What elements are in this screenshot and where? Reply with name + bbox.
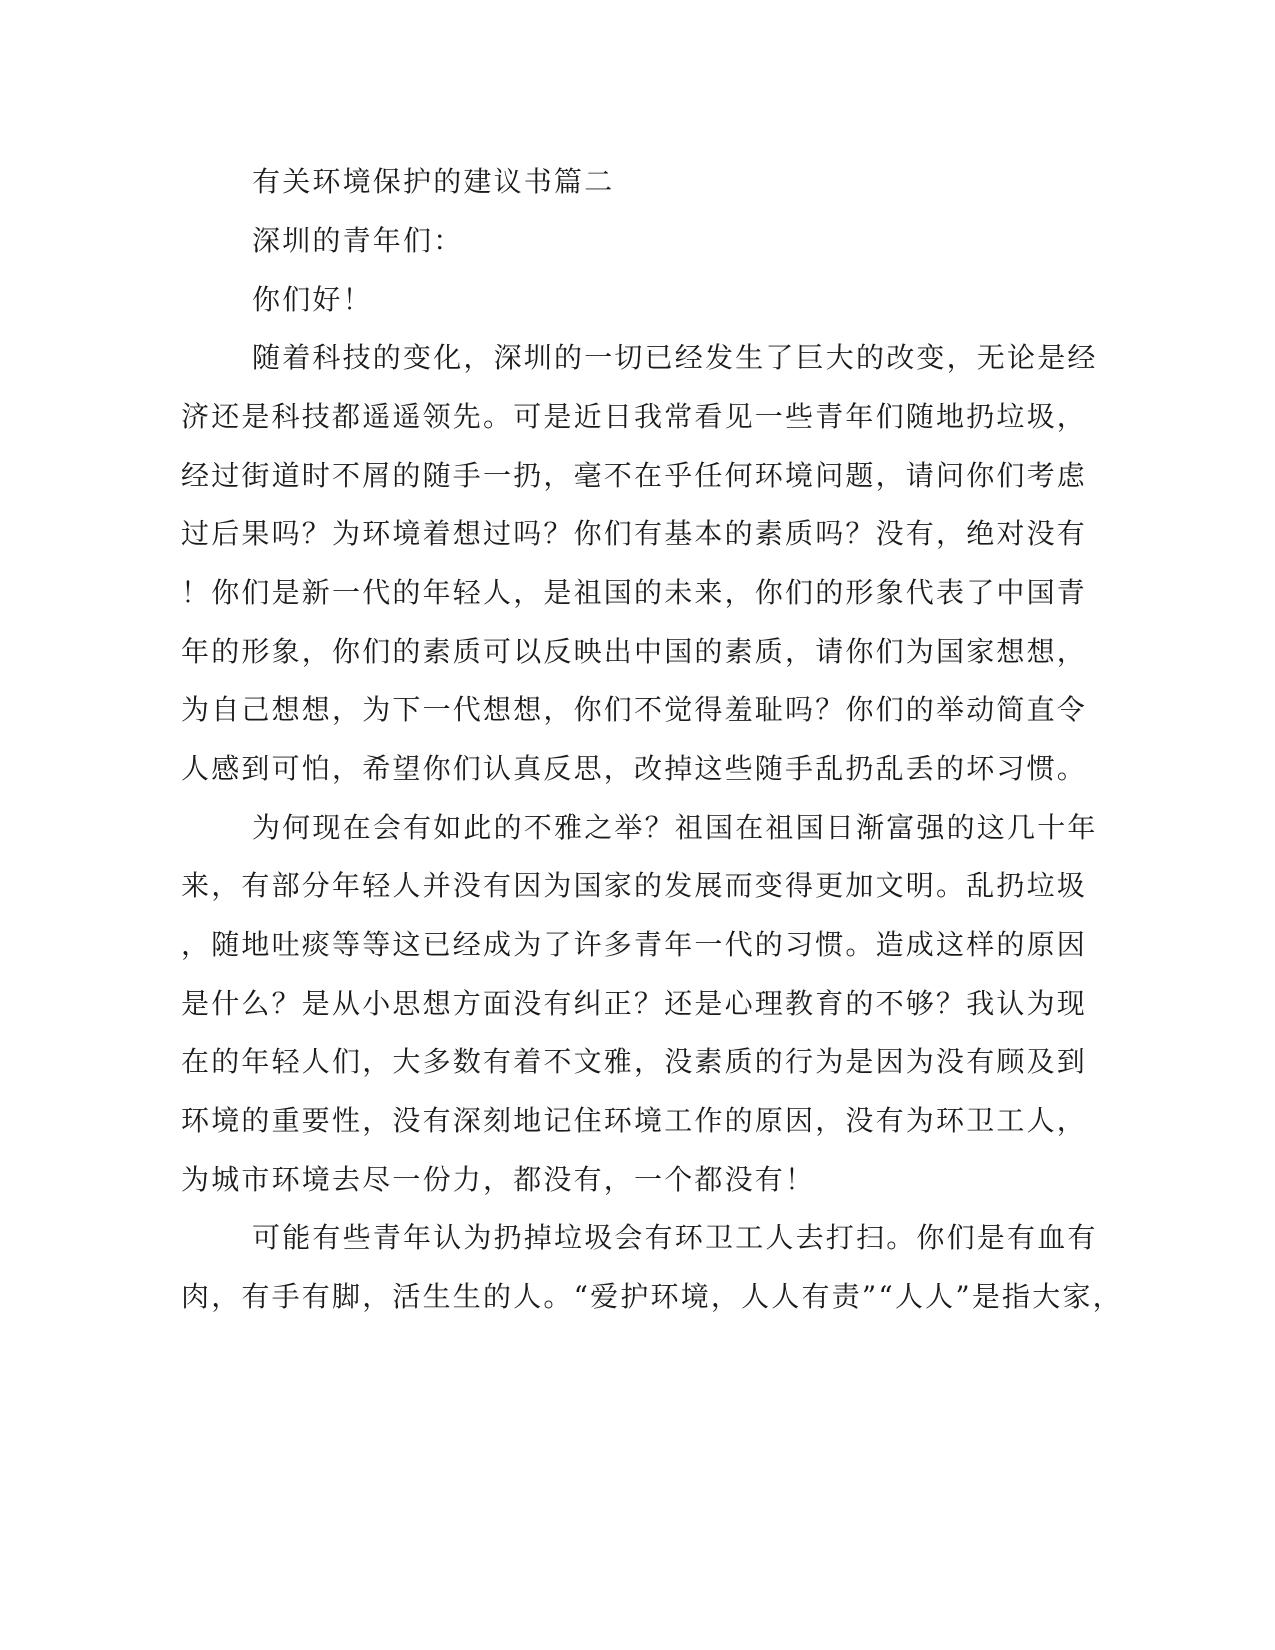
- paragraph-1-line-8: 人感到可怕，希望你们认真反思，改掉这些随手乱扔乱丢的坏习惯。: [181, 752, 1088, 785]
- paragraph-2-line-2: 来，有部分年轻人并没有因为国家的发展而变得更加文明。乱扔垃圾: [181, 869, 1088, 902]
- paragraph-1-line-3: 经过街道时不屑的随手一扔，毫不在乎任何环境问题，请问你们考虑: [181, 459, 1088, 492]
- paragraph-2-line-3: ，随地吐痰等等这已经成为了许多青年一代的习惯。造成这样的原因: [181, 928, 1088, 961]
- greeting: 你们好！: [252, 283, 373, 316]
- paragraph-1-line-1: 随着科技的变化，深圳的一切已经发生了巨大的改变，无论是经: [252, 341, 1098, 374]
- paragraph-1-line-4: 过后果吗？为环境着想过吗？你们有基本的素质吗？没有，绝对没有: [181, 517, 1088, 550]
- document-title: 有关环境保护的建议书篇二: [252, 165, 615, 198]
- paragraph-1-line-2: 济还是科技都遥遥领先。可是近日我常看见一些青年们随地扔垃圾，: [181, 400, 1088, 433]
- paragraph-2-line-4: 是什么？是从小思想方面没有纠正？还是心理教育的不够？我认为现: [181, 987, 1088, 1020]
- paragraph-1-line-5: ！你们是新一代的年轻人，是祖国的未来，你们的形象代表了中国青: [181, 576, 1088, 609]
- paragraph-2-line-5: 在的年轻人们，大多数有着不文雅，没素质的行为是因为没有顾及到: [181, 1045, 1088, 1078]
- salutation: 深圳的青年们：: [252, 224, 464, 257]
- paragraph-1-line-6: 年的形象，你们的素质可以反映出中国的素质，请你们为国家想想，: [181, 635, 1088, 668]
- paragraph-3-line-1: 可能有些青年认为扔掉垃圾会有环卫工人去打扫。你们是有血有: [252, 1221, 1098, 1254]
- paragraph-2-line-6: 环境的重要性，没有深刻地记住环境工作的原因，没有为环卫工人，: [181, 1104, 1088, 1137]
- paragraph-3-line-2: 肉，有手有脚，活生生的人。“爱护环境，人人有责”“人人”是指大家，: [181, 1280, 1123, 1313]
- paragraph-2-line-7: 为城市环境去尽一份力，都没有，一个都没有！: [181, 1163, 816, 1196]
- paragraph-2-line-1: 为何现在会有如此的不雅之举？祖国在祖国日渐富强的这几十年: [252, 811, 1098, 844]
- paragraph-1-line-7: 为自己想想，为下一代想想，你们不觉得羞耻吗？你们的举动简直令: [181, 693, 1088, 726]
